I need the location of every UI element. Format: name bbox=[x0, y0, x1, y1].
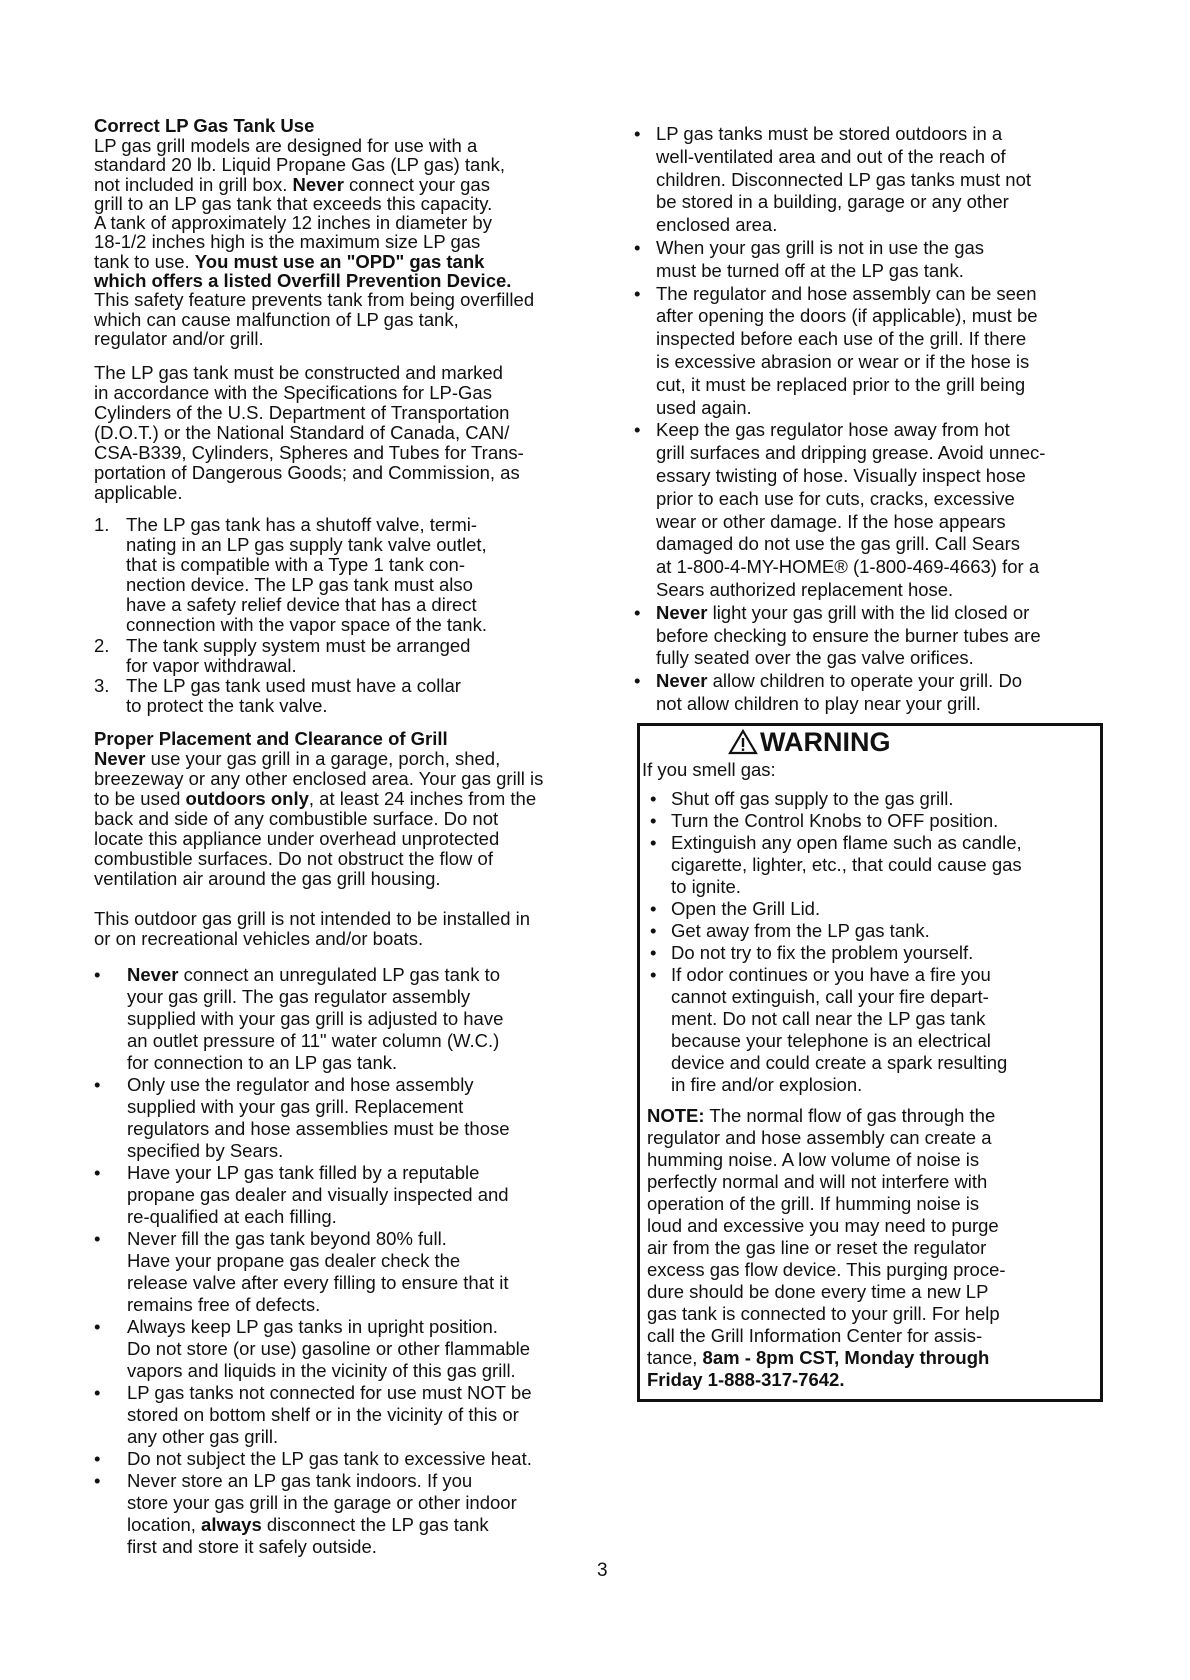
list-item bbox=[644, 920, 1022, 942]
text-line: not allow children to play near your grill. bbox=[656, 692, 981, 714]
bullet-icon: • bbox=[634, 123, 641, 144]
list-item bbox=[94, 1316, 532, 1382]
text-line: Keep the gas regulator hose away from hot bbox=[656, 419, 1010, 441]
list-item bbox=[644, 788, 1022, 810]
bold-text: which offers a listed Overfill Prevention Device. bbox=[94, 270, 512, 292]
bullet-icon: • bbox=[94, 1228, 101, 1249]
text-line: release valve after every filling to ensure that it bbox=[127, 1272, 509, 1293]
bullet-icon: • bbox=[94, 964, 101, 985]
text-line: loud and excessive you may need to purge bbox=[647, 1215, 999, 1236]
text-line: Only use the regulator and hose assembly bbox=[127, 1074, 474, 1095]
text-line: your gas grill. The gas regulator assembly bbox=[127, 986, 471, 1007]
text-line: to be used outdoors only, at least 24 inches from the bbox=[94, 788, 537, 809]
text-line: regulators and hose assemblies must be those bbox=[127, 1118, 510, 1139]
text-line: wear or other damage. If the hose appears bbox=[656, 510, 1006, 532]
text-line: fully seated over the gas valve orifices. bbox=[656, 647, 974, 669]
bold-text: Never bbox=[656, 601, 708, 623]
text-line: Open the Grill Lid. bbox=[671, 898, 821, 919]
text-line: enclosed area. bbox=[656, 214, 778, 236]
text-line: grill surfaces and dripping grease. Avoid unnec- bbox=[656, 442, 1046, 464]
text-line: must be turned off at the LP gas tank. bbox=[656, 259, 964, 281]
bullet-icon: • bbox=[634, 419, 641, 441]
text-line: ment. Do not call near the LP gas tank bbox=[671, 1008, 986, 1029]
paragraph-rv-boats bbox=[94, 909, 530, 949]
text-line: re-qualified at each filling. bbox=[127, 1206, 337, 1227]
text-line: Always keep LP gas tanks in upright position. bbox=[127, 1316, 498, 1337]
list-item bbox=[94, 1162, 532, 1228]
text-line: nection device. The LP gas tank must also bbox=[126, 574, 473, 596]
text-line: which can cause malfunction of LP gas tank, bbox=[94, 308, 459, 330]
bold-text: 8am - 8pm CST, Monday through bbox=[702, 1347, 990, 1368]
bullet-icon: • bbox=[94, 1316, 101, 1337]
text-line: for vapor withdrawal. bbox=[126, 654, 297, 676]
text-line: cigarette, lighter, etc., that could cause gas bbox=[671, 854, 1022, 875]
text-line: to ignite. bbox=[671, 876, 741, 897]
text-line: locate this appliance under overhead unprotected bbox=[94, 828, 500, 849]
list-item bbox=[644, 898, 1022, 920]
text-line: perfectly normal and will not interfere with bbox=[647, 1171, 988, 1192]
list-item bbox=[94, 964, 532, 1074]
bullet-icon: • bbox=[634, 601, 641, 623]
text-line: (D.O.T.) or the National Standard of Canada, CAN/ bbox=[94, 422, 510, 443]
warning-note bbox=[647, 1105, 1006, 1391]
text-line: call the Grill Information Center for assis- bbox=[647, 1325, 983, 1346]
text-line: applicable. bbox=[94, 482, 183, 503]
bullet-icon: • bbox=[650, 810, 657, 831]
text-line: combustible surfaces. Do not obstruct the flow of bbox=[94, 848, 493, 869]
text-line: Never fill the gas tank beyond 80% full. bbox=[127, 1228, 447, 1249]
text-line: When your gas grill is not in use the gas bbox=[656, 236, 985, 258]
bullet-icon: • bbox=[650, 788, 657, 809]
text-line: breezeway or any other enclosed area. Your gas grill is bbox=[94, 768, 544, 789]
text-line: grill to an LP gas tank that exceeds this capacity. bbox=[94, 192, 493, 214]
list-item bbox=[644, 832, 1022, 898]
text-line: any other gas grill. bbox=[127, 1426, 279, 1447]
bullet-icon: • bbox=[634, 670, 641, 692]
list-item bbox=[634, 237, 1045, 283]
text-line: regulator and/or grill. bbox=[94, 327, 264, 349]
text-line: at 1-800-4-MY-HOME® (1-800-469-4663) for a bbox=[656, 556, 1040, 578]
text-line: The LP gas tank must be constructed and marked bbox=[94, 362, 503, 383]
text-line: air from the gas line or reset the regulator bbox=[647, 1237, 987, 1258]
bullet-list-storage-hose bbox=[634, 123, 1045, 716]
bullet-icon: • bbox=[650, 964, 657, 985]
warning-title bbox=[728, 728, 891, 756]
list-item bbox=[634, 602, 1045, 670]
section-heading-placement: Proper Placement and Clearance of Grill bbox=[94, 728, 448, 749]
text-line: LP gas tanks not connected for use must NOT be bbox=[127, 1382, 532, 1403]
text-line: cannot extinguish, call your fire depart- bbox=[671, 986, 989, 1007]
text-line: humming noise. A low volume of noise is bbox=[647, 1149, 980, 1170]
text-line: LP gas grill models are designed for use with a bbox=[94, 135, 478, 156]
warning-intro bbox=[642, 759, 776, 781]
list-item bbox=[94, 515, 487, 636]
text-line: 18-1/2 inches high is the maximum size LP gas bbox=[94, 231, 481, 253]
text-line: vapors and liquids in the vicinity of this gas grill. bbox=[127, 1360, 516, 1381]
list-number: 1. bbox=[94, 514, 110, 535]
list-item bbox=[634, 419, 1045, 601]
text-line: supplied with your gas grill is adjusted to have bbox=[127, 1008, 504, 1029]
text-line: is excessive abrasion or wear or if the hose is bbox=[656, 350, 1030, 372]
paragraph-placement bbox=[94, 749, 543, 889]
list-item bbox=[634, 283, 1045, 420]
bold-text: always bbox=[201, 1514, 262, 1535]
warning-bullet-list bbox=[644, 788, 1022, 1096]
warning-title-text: WARNING bbox=[760, 727, 891, 757]
text-line: to protect the tank valve. bbox=[126, 694, 328, 716]
text-line: have a safety relief device that has a direct bbox=[126, 594, 477, 616]
list-item bbox=[94, 1228, 532, 1316]
text-line: dure should be done every time a new LP bbox=[647, 1281, 989, 1302]
bullet-icon: • bbox=[94, 1382, 101, 1403]
bullet-icon: • bbox=[650, 832, 657, 853]
text-line: Have your propane gas dealer check the bbox=[127, 1250, 461, 1271]
list-number: 3. bbox=[94, 674, 110, 696]
list-item bbox=[94, 1074, 532, 1162]
bold-text: Never bbox=[292, 173, 344, 195]
text-line: Do not subject the LP gas tank to excessive heat. bbox=[127, 1448, 532, 1469]
paragraph-tank-use bbox=[94, 136, 534, 348]
text-line: supplied with your gas grill. Replacement bbox=[127, 1096, 464, 1117]
text-line: Never connect an unregulated LP gas tank to bbox=[127, 964, 501, 985]
text-line: be stored in a building, garage or any other bbox=[656, 191, 1009, 213]
text-line: Have your LP gas tank filled by a reputable bbox=[127, 1162, 480, 1183]
text-line: not included in grill box. Never connect your gas bbox=[94, 173, 490, 195]
text-line: back and side of any combustible surface. Do not bbox=[94, 808, 499, 829]
text-line: location, always disconnect the LP gas tank bbox=[127, 1514, 489, 1535]
text-line: specified by Sears. bbox=[127, 1140, 284, 1161]
bullet-icon: • bbox=[94, 1074, 101, 1095]
text-line: nating in an LP gas supply tank valve outlet, bbox=[126, 534, 487, 556]
text-line: used again. bbox=[656, 396, 752, 418]
bold-text: Never bbox=[127, 964, 179, 985]
text-line: Cylinders of the U.S. Department of Transportation bbox=[94, 402, 510, 423]
bold-text: Never bbox=[656, 670, 708, 692]
text-line: propane gas dealer and visually inspected and bbox=[127, 1184, 509, 1205]
text-line bbox=[647, 1369, 1006, 1391]
text-line: or on recreational vehicles and/or boats. bbox=[94, 928, 424, 949]
warning-triangle-icon bbox=[728, 729, 758, 755]
text-line: operation of the grill. If humming noise is bbox=[647, 1193, 980, 1214]
text-line: The regulator and hose assembly can be seen bbox=[656, 282, 1037, 304]
text-line: device and could create a spark resulting bbox=[671, 1052, 1008, 1073]
bold-text: You must use an "OPD" gas tank bbox=[194, 250, 485, 272]
text-line: because your telephone is an electrical bbox=[671, 1030, 991, 1051]
text-line: standard 20 lb. Liquid Propane Gas (LP gas) tank, bbox=[94, 154, 506, 176]
text-line: portation of Dangerous Goods; and Commission, as bbox=[94, 462, 520, 483]
bold-text: Never bbox=[94, 748, 146, 769]
paragraph-tank-specifications bbox=[94, 363, 524, 503]
list-item bbox=[634, 123, 1045, 237]
text-line: Sears authorized replacement hose. bbox=[656, 578, 954, 600]
text-line: that is compatible with a Type 1 tank con- bbox=[126, 554, 466, 576]
text-line: This safety feature prevents tank from being overfilled bbox=[94, 289, 535, 311]
text-line: If you smell gas: bbox=[642, 759, 776, 780]
text-line: Do not store (or use) gasoline or other flammable bbox=[127, 1338, 531, 1359]
list-number: 2. bbox=[94, 634, 110, 656]
list-item bbox=[94, 1382, 532, 1448]
text-line: an outlet pressure of 11" water column (W.C.) bbox=[127, 1030, 500, 1051]
numbered-list-tank-requirements bbox=[94, 515, 487, 716]
text-line: essary twisting of hose. Visually inspect hose bbox=[656, 464, 1026, 486]
text-line: Never light your gas grill with the lid closed or bbox=[656, 601, 1030, 623]
bullet-icon: • bbox=[634, 282, 641, 304]
text-line: first and store it safely outside. bbox=[127, 1536, 377, 1557]
text-line: Never allow children to operate your grill. Do bbox=[656, 670, 1023, 692]
text-line: The tank supply system must be arranged bbox=[126, 634, 471, 656]
text-line: The LP gas tank used must have a collar bbox=[126, 674, 461, 696]
text-line: tance, 8am - 8pm CST, Monday through bbox=[647, 1347, 990, 1368]
page-number: 3 bbox=[597, 1560, 608, 1581]
bullet-list-tank-safety bbox=[94, 964, 532, 1558]
text-line bbox=[94, 271, 534, 290]
text-line: in fire and/or explosion. bbox=[671, 1074, 863, 1095]
text-line: Never store an LP gas tank indoors. If you bbox=[127, 1470, 473, 1491]
text-line: Shut off gas supply to the gas grill. bbox=[671, 788, 954, 809]
text-line: If odor continues or you have a fire you bbox=[671, 964, 991, 985]
text-line: ventilation air around the gas grill housing. bbox=[94, 868, 441, 889]
text-line: for connection to an LP gas tank. bbox=[127, 1052, 398, 1073]
list-item bbox=[94, 1470, 532, 1558]
text-line: The LP gas tank has a shutoff valve, termi- bbox=[126, 514, 478, 535]
bold-text: Friday 1-888-317-7642. bbox=[647, 1369, 845, 1390]
section-heading-lp-tank-use: Correct LP Gas Tank Use bbox=[94, 115, 315, 136]
text-line: store your gas grill in the garage or other indoor bbox=[127, 1492, 517, 1513]
text-line: remains free of defects. bbox=[127, 1294, 321, 1315]
text-line: after opening the doors (if applicable), must be bbox=[656, 305, 1038, 327]
text-line: children. Disconnected LP gas tanks must not bbox=[656, 168, 1032, 190]
list-item bbox=[94, 636, 487, 676]
bullet-icon: • bbox=[650, 942, 657, 963]
text-line: A tank of approximately 12 inches in diameter by bbox=[94, 212, 492, 234]
list-item bbox=[634, 670, 1045, 716]
text-line: Never use your gas grill in a garage, porch, shed, bbox=[94, 748, 501, 769]
text-line: This outdoor gas grill is not intended to be installed in bbox=[94, 908, 531, 929]
text-line: well-ventilated area and out of the reach of bbox=[656, 145, 1006, 167]
text-line: NOTE: The normal flow of gas through the bbox=[647, 1105, 996, 1126]
text-line: Do not try to fix the problem yourself. bbox=[671, 942, 974, 963]
text-line: damaged do not use the gas grill. Call Sears bbox=[656, 533, 1021, 555]
text-line: inspected before each use of the grill. If there bbox=[656, 328, 1027, 350]
list-item bbox=[94, 1448, 532, 1470]
bullet-icon: • bbox=[650, 898, 657, 919]
text-line: excess gas flow device. This purging proce- bbox=[647, 1259, 1006, 1280]
bullet-icon: • bbox=[634, 236, 641, 258]
text-line: in accordance with the Specifications for LP-Gas bbox=[94, 382, 492, 403]
text-line: LP gas tanks must be stored outdoors in a bbox=[656, 123, 1003, 144]
text-line: stored on bottom shelf or in the vicinity of this or bbox=[127, 1404, 519, 1425]
text-line: cut, it must be replaced prior to the grill being bbox=[656, 373, 1026, 395]
text-line: CSA-B339, Cylinders, Spheres and Tubes for Trans- bbox=[94, 442, 524, 463]
text-line: Extinguish any open flame such as candle, bbox=[671, 832, 1022, 853]
text-line: connection with the vapor space of the tank. bbox=[126, 614, 487, 636]
text-line: Turn the Control Knobs to OFF position. bbox=[671, 810, 999, 831]
bullet-icon: • bbox=[650, 920, 657, 941]
text-line: prior to each use for cuts, cracks, excessive bbox=[656, 487, 1015, 509]
list-item bbox=[644, 964, 1022, 1096]
list-item bbox=[644, 942, 1022, 964]
text-line: regulator and hose assembly can create a bbox=[647, 1127, 992, 1148]
bold-text: outdoors only bbox=[185, 788, 309, 809]
text-line: Get away from the LP gas tank. bbox=[671, 920, 930, 941]
text-line: before checking to ensure the burner tubes are bbox=[656, 624, 1041, 646]
list-item bbox=[94, 676, 487, 716]
list-item bbox=[644, 810, 1022, 832]
text-line: gas tank is connected to your grill. For help bbox=[647, 1303, 1000, 1324]
bullet-icon: • bbox=[94, 1448, 101, 1469]
bold-text: NOTE: bbox=[647, 1105, 705, 1126]
bullet-icon: • bbox=[94, 1162, 101, 1183]
bullet-icon: • bbox=[94, 1470, 101, 1491]
text-line: tank to use. You must use an "OPD" gas tank bbox=[94, 250, 485, 272]
